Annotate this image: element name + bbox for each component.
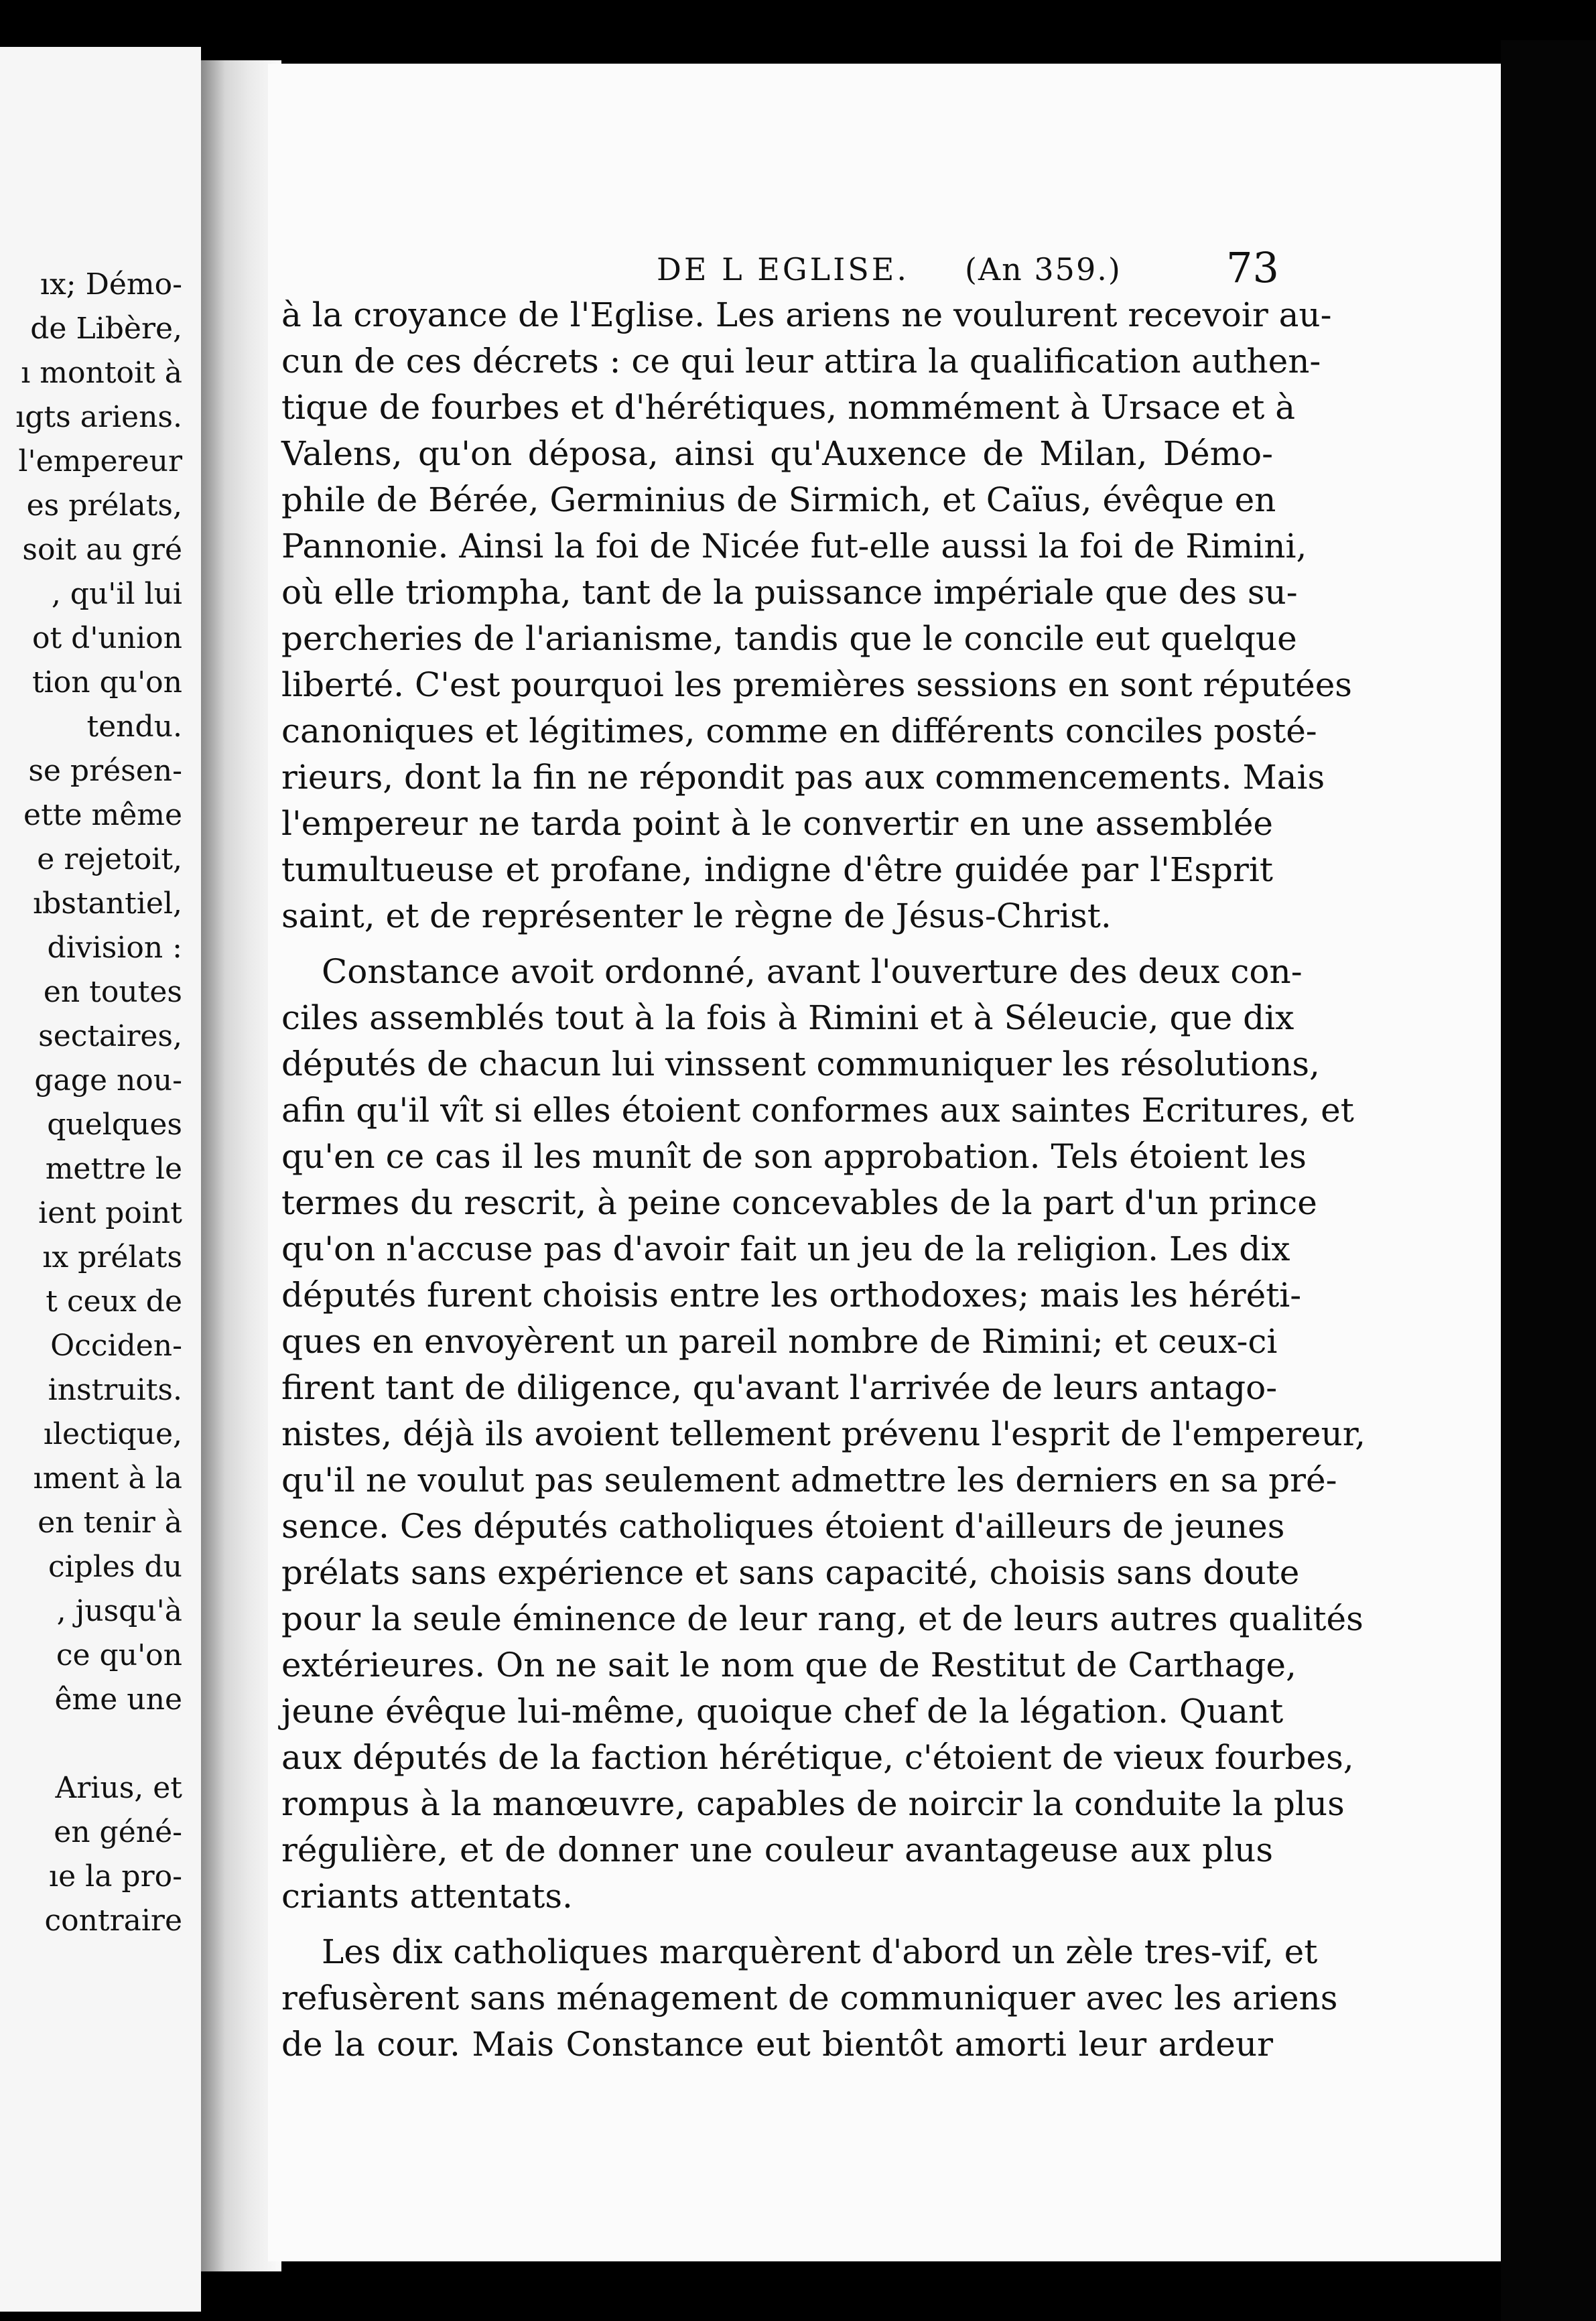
text-line: tique de fourbes et d'hérétiques, nommément à Ursace et à: [281, 388, 1296, 427]
left-page-line: ême une: [54, 1682, 182, 1717]
left-page-line: [15, 1722, 182, 1766]
text-line: cun de ces décrets : ce qui leur attira la qualification authen-: [281, 342, 1321, 381]
text-line: députés de chacun lui vinssent communiquer les résolutions,: [281, 1045, 1320, 1083]
left-page-line: soit au gré: [22, 533, 182, 567]
text-line: firent tant de diligence, qu'avant l'arrivée de leurs antago-: [281, 1368, 1278, 1407]
left-page-line: ıgts ariens.: [15, 400, 182, 434]
left-page-line: Arius, et: [55, 1771, 182, 1805]
left-page-line: ı montoit à: [21, 356, 182, 390]
left-page-line: ette même: [23, 798, 182, 832]
left-page-line: instruits.: [48, 1373, 182, 1407]
text-line: rieurs, dont la fin ne répondit pas aux commencements. Mais: [281, 758, 1325, 797]
text-line: afin qu'il vît si elles étoient conformes aux saintes Ecritures, et: [281, 1091, 1354, 1130]
left-page-line: ciples du: [48, 1550, 182, 1584]
text-line: aux députés de la faction hérétique, c'étoient de vieux fourbes,: [281, 1738, 1354, 1777]
left-page-line: ılectique,: [43, 1417, 182, 1451]
left-page-line: t ceux de: [46, 1284, 182, 1319]
left-page-line: tendu.: [86, 710, 182, 744]
left-page-line: mettre le: [45, 1152, 182, 1186]
text-line: criants attentats.: [281, 1877, 573, 1916]
paragraph-gap: [281, 939, 1273, 949]
left-page-line: ıx prélats: [42, 1240, 182, 1274]
left-page-line: l'empereur: [18, 444, 182, 478]
left-page-line: , jusqu'à: [56, 1594, 182, 1628]
left-page: [0, 47, 201, 2312]
left-page-line: es prélats,: [26, 488, 182, 523]
left-page-line: e rejetoit,: [37, 842, 182, 876]
paragraph: [281, 949, 1366, 1920]
text-line: Les dix catholiques marquèrent d'abord un zèle tres-vif, et: [322, 1932, 1318, 1971]
text-line: ciles assemblés tout à la fois à Rimini et à Séleucie, que dix: [281, 998, 1294, 1037]
text-line: l'empereur ne tarda point à le convertir en une assemblée: [281, 804, 1273, 843]
scan-border: [1501, 40, 1596, 2321]
text-line: ques en envoyèrent un pareil nombre de Rimini; et ceux-ci: [281, 1322, 1278, 1361]
running-head-title: DE L EGLISE.: [657, 251, 910, 287]
left-page-line: ıment à la: [33, 1461, 182, 1496]
text-line: Constance avoit ordonné, avant l'ouverture des deux con-: [322, 952, 1303, 991]
paragraph: [281, 292, 1352, 939]
text-line: prélats sans expérience et sans capacité, choisis sans doute: [281, 1553, 1300, 1592]
text-line: sence. Ces députés catholiques étoient d'ailleurs de jeunes: [281, 1507, 1285, 1546]
left-page-line: ıx; Démo-: [40, 267, 182, 302]
left-page-line: en géné-: [54, 1815, 182, 1849]
text-line: refusèrent sans ménagement de communiquer avec les ariens: [281, 1979, 1338, 2017]
body-text: [281, 292, 1366, 2068]
text-line: qu'en ce cas il les munît de son approbation. Tels étoient les: [281, 1137, 1307, 1176]
left-page-text: [15, 263, 182, 1943]
text-line: liberté. C'est pourquoi les premières sessions en sont réputées: [281, 665, 1352, 704]
text-line: pour la seule éminence de leur rang, et de leurs autres qualités: [281, 1599, 1364, 1638]
left-page-line: division :: [47, 931, 182, 965]
text-line: phile de Bérée, Germinius de Sirmich, et Caïus, évêque en: [281, 480, 1276, 519]
left-page-line: , qu'il lui: [51, 577, 182, 611]
running-head: [657, 243, 1313, 292]
text-line: où elle triompha, tant de la puissance impériale que des su-: [281, 573, 1298, 612]
paragraph-gap: [281, 1920, 1273, 1929]
paragraph: [281, 1929, 1338, 2068]
text-line: extérieures. On ne sait le nom que de Restitut de Carthage,: [281, 1646, 1296, 1684]
left-page-line: de Libère,: [30, 312, 182, 346]
left-page-line: en tenir à: [38, 1506, 182, 1540]
text-line: canoniques et légitimes, comme en différents conciles posté-: [281, 712, 1317, 750]
text-line: percheries de l'arianisme, tandis que le concile eut quelque: [281, 619, 1297, 658]
left-page-line: gage nou-: [34, 1063, 182, 1098]
left-page-line: Occiden-: [50, 1329, 182, 1363]
text-line: qu'il ne voulut pas seulement admettre les derniers en sa pré-: [281, 1461, 1337, 1500]
text-line: rompus à la manœuvre, capables de noircir la conduite la plus: [281, 1784, 1345, 1823]
text-line: Valens, qu'on déposa, ainsi qu'Auxence de Milan, Démo-: [281, 434, 1273, 473]
text-line: régulière, et de donner une couleur avantageuse aux plus: [281, 1831, 1273, 1869]
text-line: qu'on n'accuse pas d'avoir fait un jeu de la religion. Les dix: [281, 1230, 1290, 1268]
left-page-line: se présen-: [28, 754, 182, 788]
text-line: jeune évêque lui-même, quoique chef de la légation. Quant: [281, 1692, 1284, 1731]
left-page-line: ce qu'on: [56, 1638, 182, 1672]
left-page-line: tion qu'on: [32, 665, 182, 700]
text-line: de la cour. Mais Constance eut bientôt amorti leur ardeur: [281, 2025, 1273, 2064]
text-line: termes du rescrit, à peine concevables de la part d'un prince: [281, 1183, 1317, 1222]
left-page-line: ıe la pro-: [49, 1859, 182, 1894]
text-line: saint, et de représenter le règne de Jésus-Christ.: [281, 897, 1112, 935]
text-line: nistes, déjà ils avoient tellement prévenu l'esprit de l'empereur,: [281, 1414, 1366, 1453]
left-page-line: ot d'union: [32, 621, 182, 655]
left-page-line: ıbstantiel,: [33, 886, 182, 921]
text-line: à la croyance de l'Eglise. Les ariens ne voulurent recevoir au-: [281, 295, 1332, 334]
left-page-line: en toutes: [43, 975, 182, 1009]
left-page-line: sectaires,: [38, 1019, 182, 1053]
left-page-line: contraire: [44, 1904, 182, 1938]
text-line: tumultueuse et profane, indigne d'être guidée par l'Esprit: [281, 850, 1273, 889]
left-page-line: quelques: [47, 1108, 182, 1142]
page-number: 73: [1226, 243, 1279, 292]
running-head-year: (An 359.): [965, 251, 1122, 287]
text-line: députés furent choisis entre les orthodoxes; mais les héréti-: [281, 1276, 1302, 1315]
text-line: Pannonie. Ainsi la foi de Nicée fut-elle aussi la foi de Rimini,: [281, 527, 1307, 566]
left-page-line: ient point: [38, 1196, 182, 1230]
